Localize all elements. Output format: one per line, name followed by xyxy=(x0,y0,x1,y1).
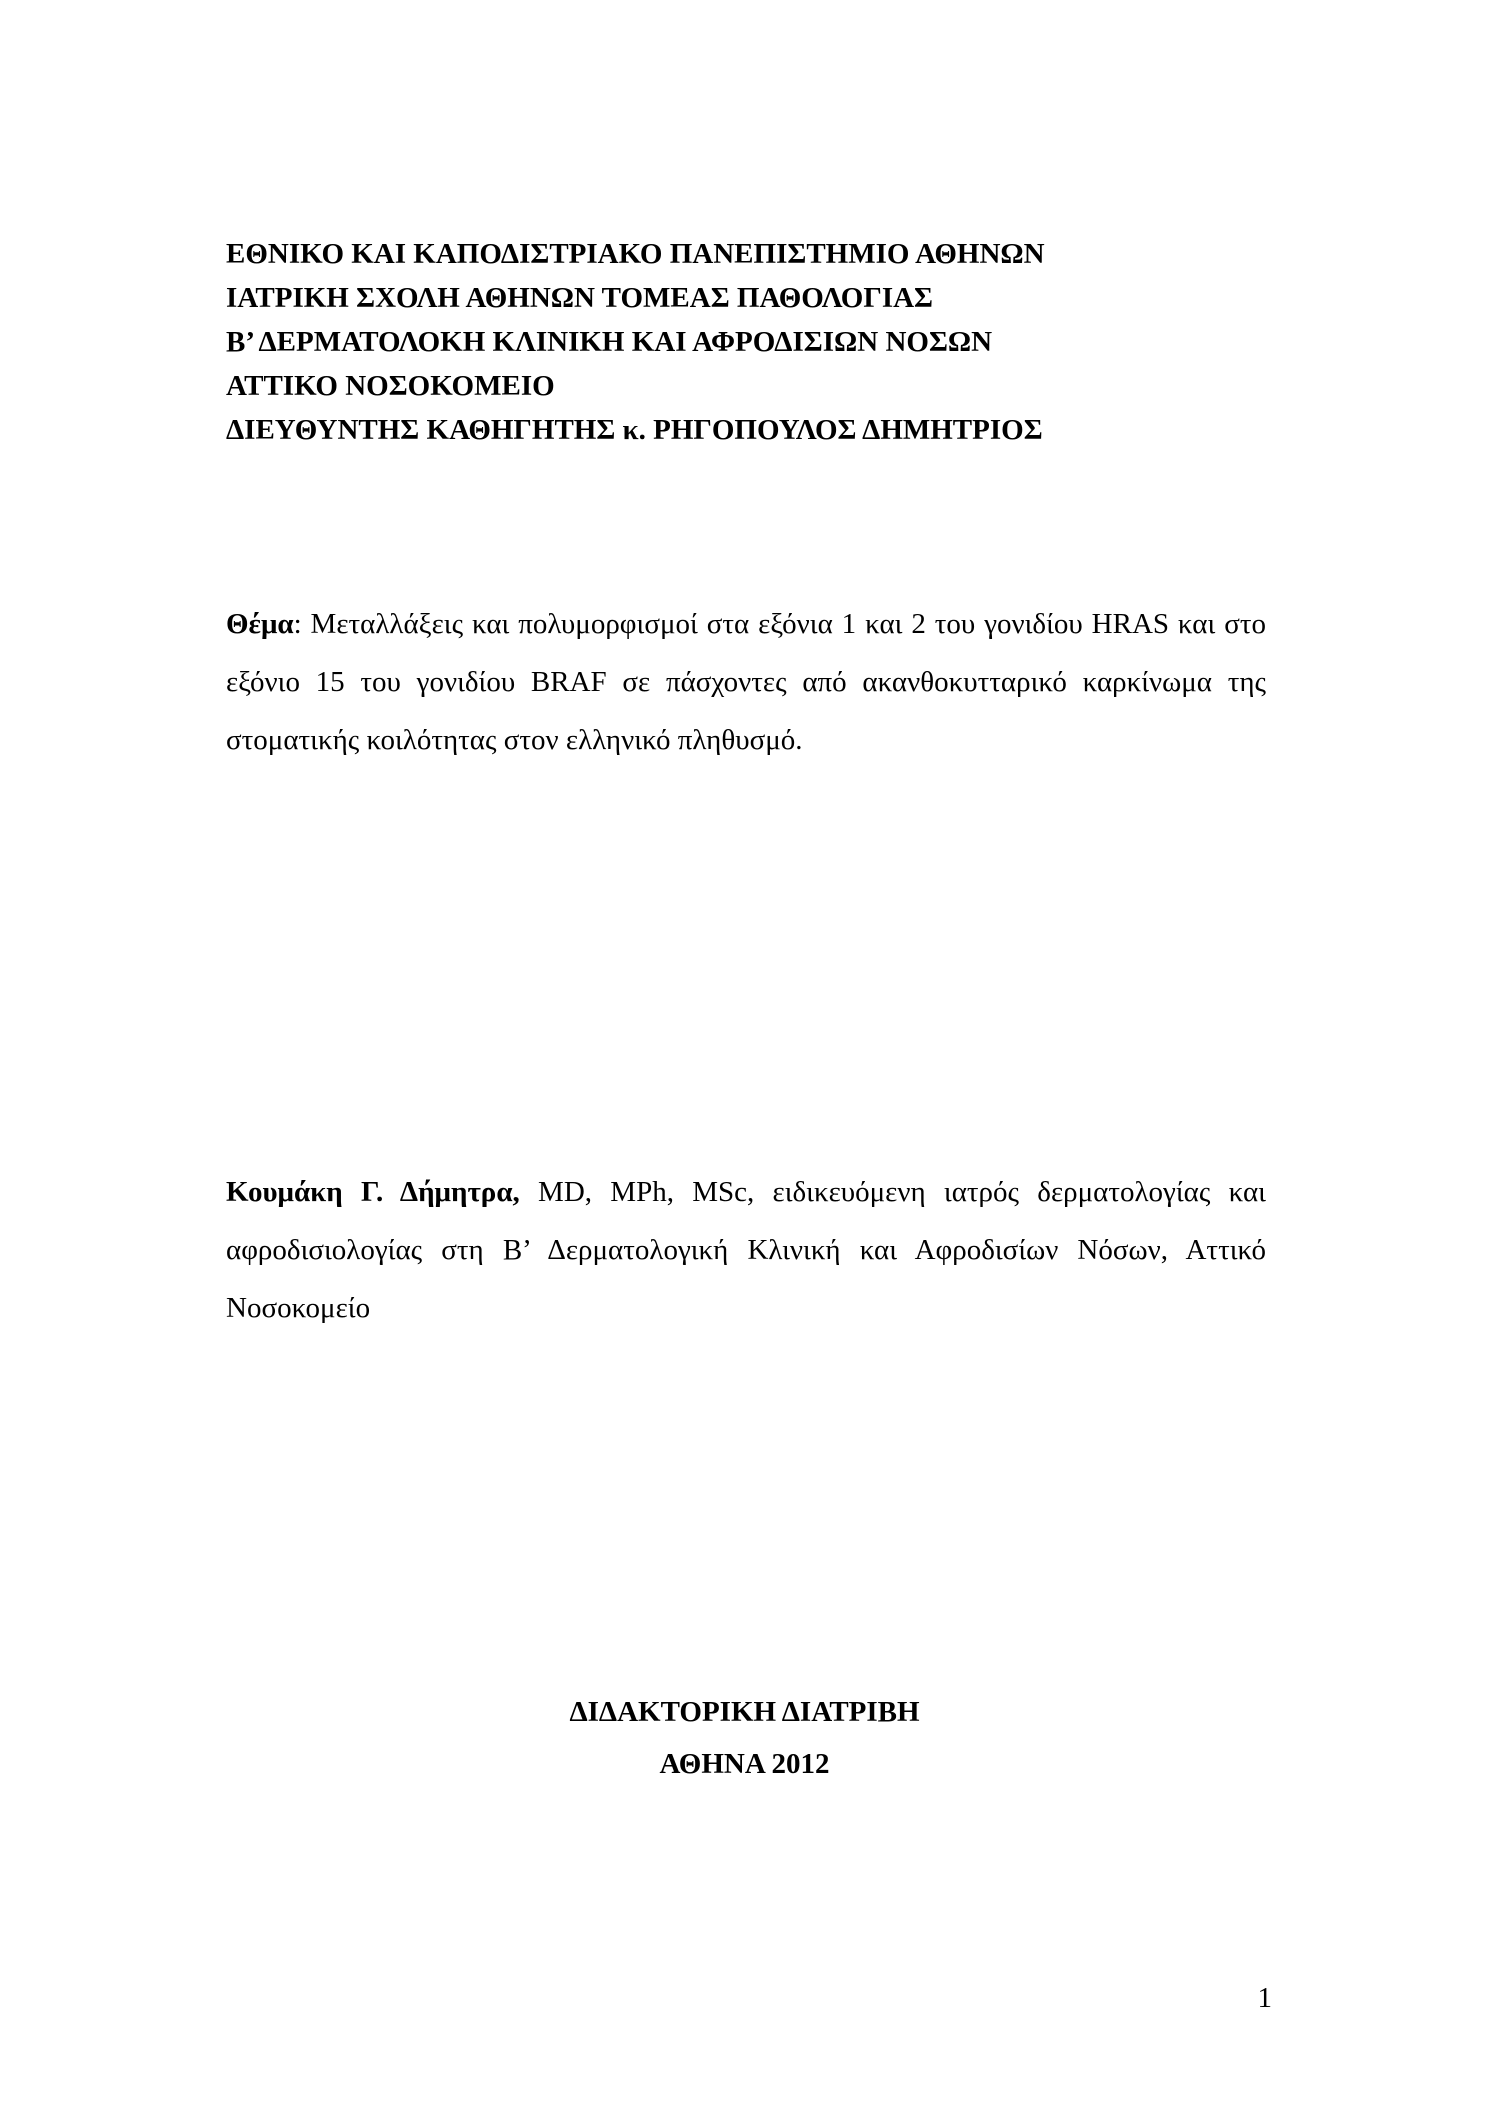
subject-label: Θέμα xyxy=(226,608,294,640)
author-description: MD, MPh, MSc, ειδικευόμενη ιατρός δερματολογίας και αφροδισιολογίας στη Β’ Δερματολογική Κλινική και Αφροδισίων Νόσων, Αττικό Νοσοκομείο xyxy=(226,1176,1266,1324)
thesis-footer xyxy=(0,1686,1489,1790)
page-number: 1 xyxy=(1257,1982,1272,2014)
thesis-subject xyxy=(226,595,1266,769)
thesis-type: ΔΙΔΑΚΤΟΡΙΚΗ ΔΙΑΤΡΙΒΗ xyxy=(569,1696,920,1728)
hospital-name: ΑΤΤΙΚΟ ΝΟΣΟΚΟΜΕΙΟ xyxy=(226,370,555,402)
author-info xyxy=(226,1163,1266,1337)
university-name: ΕΘΝΙΚΟ ΚΑΙ ΚΑΠΟΔΙΣΤΡΙΑΚΟ ΠΑΝΕΠΙΣΤΗΜΙΟ ΑΘΗΝΩΝ xyxy=(226,238,1045,270)
school-department: ΙΑΤΡΙΚΗ ΣΧΟΛΗ ΑΘΗΝΩΝ ΤΟΜΕΑΣ ΠΑΘΟΛΟΓΙΑΣ xyxy=(226,282,934,314)
institution-header xyxy=(226,232,1276,452)
clinic-name: Β’ ΔΕΡΜΑΤΟΛΟΚΗ ΚΛΙΝΙΚΗ ΚΑΙ ΑΦΡΟΔΙΣΙΩΝ ΝΟΣΩΝ xyxy=(226,326,993,358)
place-year: ΑΘΗΝΑ 2012 xyxy=(659,1748,830,1780)
author-name: Κουμάκη Γ. Δήμητρα, xyxy=(226,1176,520,1208)
director-line: ΔΙΕΥΘΥΝΤΗΣ ΚΑΘΗΓΗΤΗΣ κ. ΡΗΓΟΠΟΥΛΟΣ ΔΗΜΗΤΡΙΟΣ xyxy=(226,414,1043,446)
subject-text: : Μεταλλάξεις και πολυμορφισμοί στα εξόνια 1 και 2 του γονιδίου HRAS και στο εξόνιο 15 του γονιδίου BRAF σε πάσχοντες από ακανθοκυτταρικό καρκίνωμα της στοματικής κοιλότητας στον ελληνικό πληθυσμό. xyxy=(226,608,1266,756)
